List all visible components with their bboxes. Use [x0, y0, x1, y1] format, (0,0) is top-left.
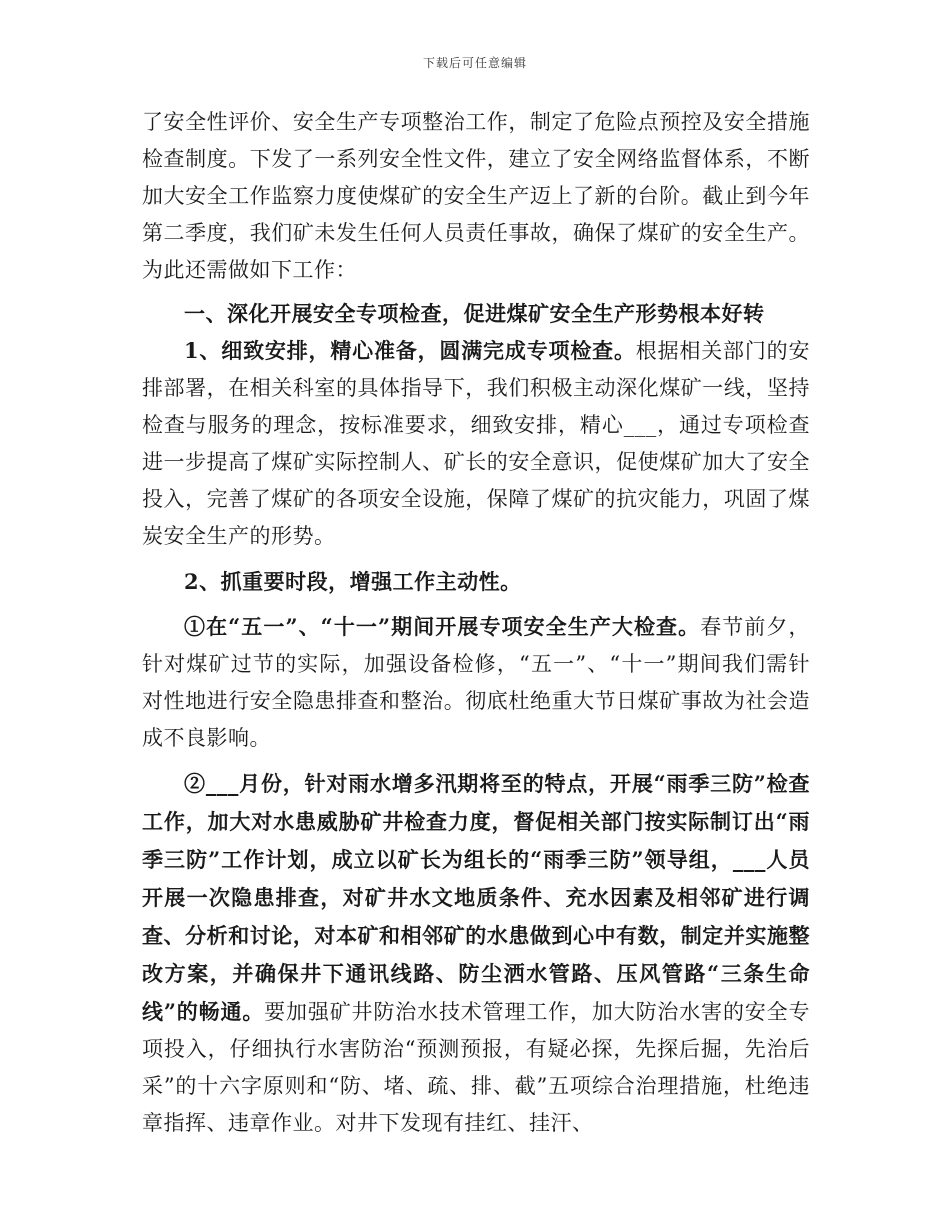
- paragraph-intro: 了安全性评价、安全生产专项整治工作，制定了危险点预控及安全措施检查制度。下发了一系列安全性文件，建立了安全网络监督体系，不断加大安全工作监察力度使煤矿的安全生产迈上了新的台阶。截止到今年第二季度，我们矿未发生任何人员责任事故，确保了煤矿的安全生产。为此还需做如下工作：: [142, 110, 810, 282]
- item-2-1-body: 春节前夕，针对煤矿过节的实际，加强设备检修，“五一”、“十一”期间我们需针对性地进行安全隐患排查和整治。彻底杜绝重大节日煤矿事故为社会造成不良影响。: [142, 615, 810, 750]
- paragraph-item-2-1: [142, 608, 810, 757]
- section-heading-1: 一、深化开展安全专项检查，促进煤矿安全生产形势根本好转: [184, 301, 765, 326]
- item-2-2-body: 要加强矿井防治水技术管理工作，加大防治水害的安全专项投入，仔细执行水害防治“预测预报，有疑必探，先探后掘，先治后采”的十六字原则和“防、堵、疏、排、截”五项综合治理措施，杜绝违章指挥、违章作业。对井下发现有挂红、挂汗、: [142, 1000, 810, 1135]
- document-body: [142, 104, 810, 1142]
- paragraph-item-2-2: [142, 765, 810, 1142]
- item-1-body: 根据相关部门的安排部署，在相关科室的具体指导下，我们积极主动深化煤矿一线，坚持检查与服务的理念，按标准要求，细致安排，精心___，通过专项检查进一步提高了煤矿实际控制人、矿长的安全意识，促使煤矿加大了安全投入，完善了煤矿的各项安全设施，保障了煤矿的抗灾能力，巩固了煤炭安全生产的形势。: [142, 339, 810, 548]
- paragraph-item-1: [142, 332, 810, 555]
- item-2-1-lead: ①在“五一”、“十一”期间开展专项安全生产大检查。: [184, 614, 701, 639]
- page-header: 下载后可任意编辑: [422, 56, 527, 70]
- section-heading-2: 2、抓重要时段，增强工作主动性。: [184, 569, 522, 594]
- item-1-lead: 1、细致安排，精心准备，圆满完成专项检查。: [184, 338, 636, 363]
- item-2-2-lead: ②___月份，针对雨水增多汛期将至的特点，开展“雨季三防”检查工作，加大对水患威胁矿井检查力度，督促相关部门按实际制订出“雨季三防”工作计划，成立以矿长为组长的“雨季三防”领导组，___人员开展一次隐患排查，对矿井水文地质条件、充水因素及相邻矿进行调查、分析和讨论，对本矿和相邻矿的水患做到心中有数，制定并实施整改方案，并确保井下通讯线路、防尘洒水管路、压风管路“三条生命线”的畅通。: [142, 771, 810, 1024]
